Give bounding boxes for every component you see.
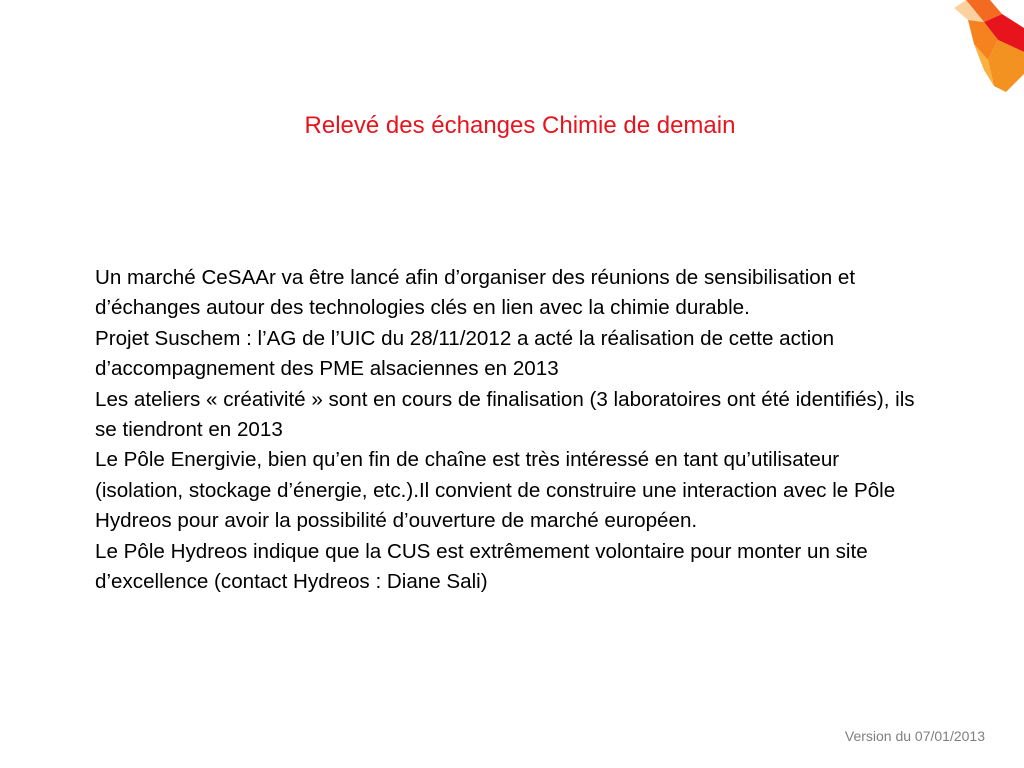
footer-version: Version du 07/01/2013 [844,728,985,744]
region-logo-icon [944,0,1024,96]
paragraph-energivie: Le Pôle Energivie, bien qu’en fin de chaîne est très intéressé en tant qu’utilisateur (isolation, stockage d’énergie, etc.).Il convient de construire une interaction avec le Pôle Hydreos pour avoir la possibilité d’ouverture de marché européen. [95,448,896,533]
slide-body [95,263,915,597]
paragraph-cesaar: Un marché CeSAAr va être lancé afin d’organiser des réunions de sensibilisation et d’échanges autour des technologies clés en lien avec la chimie durable. [95,266,856,320]
paragraph-ateliers: Les ateliers « créativité » sont en cours de finalisation (3 laboratoires ont été identifiés), ils se tiendront en 2013 [95,387,915,442]
paragraph-hydreos: Le Pôle Hydreos indique que la CUS est extrêmement volontaire pour monter un site d’excellence (contact Hydreos : Diane Sali) [95,539,868,594]
paragraph-suschem: Projet Suschem : l’AG de l’UIC du 28/11/2012 a acté la réalisation de cette action d’accompagnement des PME alsaciennes en 2013 [95,326,835,381]
slide-title: Relevé des échanges Chimie de demain [304,112,736,139]
